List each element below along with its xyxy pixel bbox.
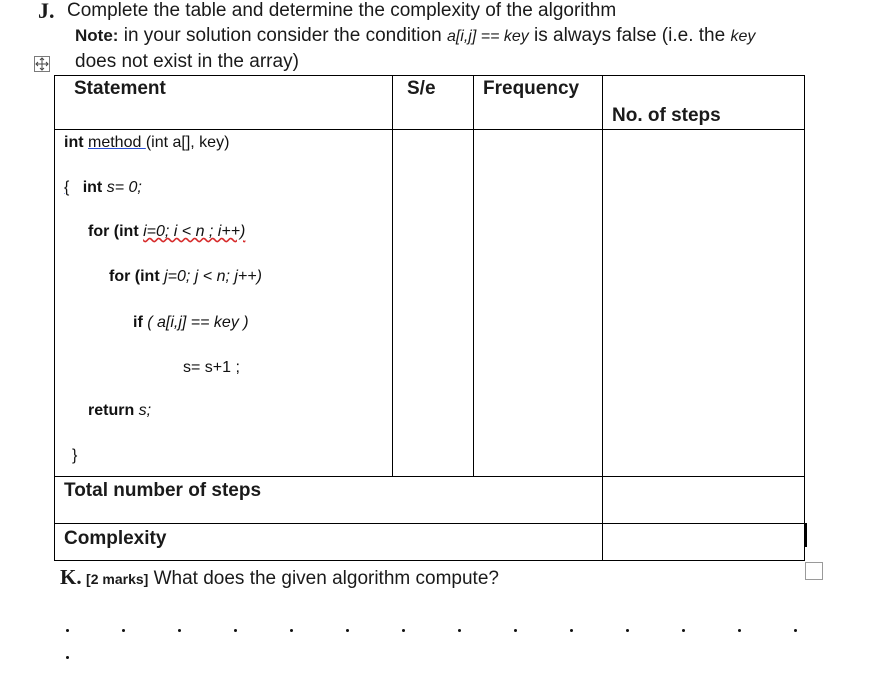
note-key: key <box>730 28 756 45</box>
text-cursor <box>805 523 807 547</box>
code-line-for-i: for (int i=0; i < n ; i++) <box>88 223 246 240</box>
question-k <box>60 565 499 590</box>
note-text-1: in your solution consider the condition <box>118 25 447 46</box>
question-k-marks: [2 marks] <box>86 571 149 587</box>
resize-box[interactable] <box>805 562 823 580</box>
code-line-return: return s; <box>88 402 152 419</box>
question-j-text: Complete the table and determine the complexity of the algorithm <box>67 0 617 21</box>
code-line-increment: s= s+1 ; <box>183 359 240 376</box>
question-j-note <box>75 25 755 47</box>
header-steps: No. of steps <box>612 105 721 126</box>
note-label: Note: <box>75 26 119 45</box>
header-statement: Statement <box>74 78 166 99</box>
move-arrows-icon <box>35 57 49 71</box>
complexity-label: Complexity <box>64 528 167 549</box>
question-k-text: What does the given algorithm compute? <box>148 568 499 589</box>
question-j-letter: J. <box>38 0 55 23</box>
question-k-letter: K. <box>60 565 82 589</box>
header-frequency: Frequency <box>483 78 580 99</box>
code-line-method: int method (int a[], key) <box>64 134 230 151</box>
code-line-close-brace: } <box>72 447 78 464</box>
total-steps-label: Total number of steps <box>64 480 262 501</box>
code-line-if: if ( a[i,j] == key ) <box>133 314 249 331</box>
code-line-for-j: for (int j=0; j < n; j++) <box>109 268 262 285</box>
note-text-2: is always false (i.e. the <box>528 25 731 46</box>
question-j-note-line2: does not exist in the array) <box>75 51 299 72</box>
code-line-init: { int s= 0; <box>64 179 142 196</box>
table-move-handle[interactable] <box>34 56 50 72</box>
header-se: S/e <box>407 78 436 99</box>
note-condition: a[i,j] == key <box>446 28 529 45</box>
